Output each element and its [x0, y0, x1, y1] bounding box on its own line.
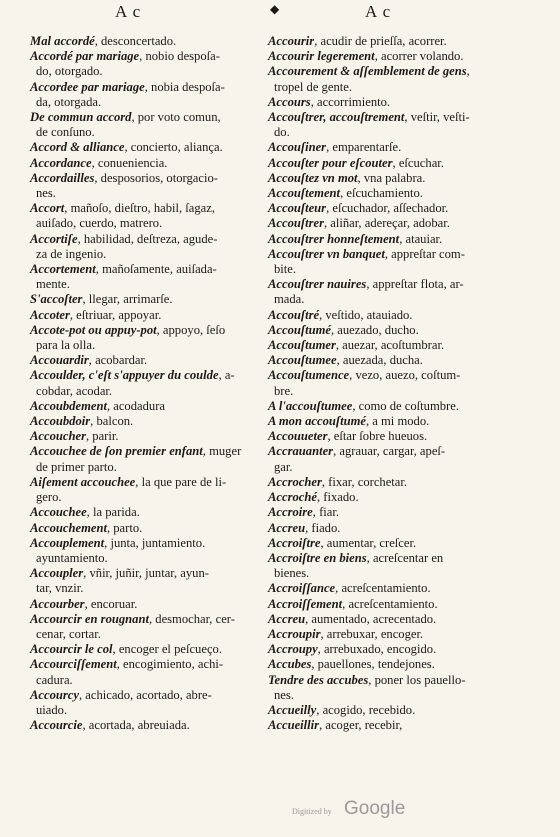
entry-headword: Accouſtumer: [268, 338, 336, 353]
entry-headword: Accourcy: [30, 687, 79, 702]
google-logo: Google: [344, 798, 406, 819]
entry-definition: , eſtriuar, appoyar.: [69, 307, 162, 322]
entry-headword: Accouſtrer nauires: [268, 277, 367, 292]
dictionary-entry: [30, 308, 272, 323]
dictionary-entry: [268, 627, 490, 642]
entry-headword: Accouueter: [268, 429, 328, 444]
dictionary-entry: [30, 140, 272, 155]
dictionary-entry: [268, 612, 490, 627]
right-column: [268, 34, 490, 733]
entry-continuation: nes.: [274, 687, 294, 702]
entry-definition: , acreſcentamiento.: [342, 596, 438, 611]
entry-headword: Accrauanter: [268, 444, 334, 459]
entry-headword: S'accoſter: [30, 292, 83, 307]
dictionary-entry: [30, 156, 272, 171]
entry-definition: , veſtir, veſti-: [404, 110, 470, 125]
entry-headword: Accordailles: [30, 170, 95, 185]
entry-continuation: da, otorgada.: [36, 94, 102, 109]
entry-definition: , encoger el peſcueço.: [112, 642, 222, 657]
dictionary-entry: [30, 80, 272, 110]
entry-headword: Accroché: [268, 490, 317, 505]
entry-continuation: uiado.: [36, 702, 68, 717]
entry-headword: Accourciſſement: [30, 657, 117, 672]
dictionary-entry: [30, 612, 272, 642]
entry-headword: Accroire: [268, 505, 313, 520]
entry-continuation: gar.: [274, 459, 293, 474]
dictionary-entry: [268, 597, 490, 612]
dictionary-entry: [30, 110, 272, 140]
entry-headword: A mon accouſtumé: [268, 414, 366, 429]
entry-headword: Accouſtrer honneſtement: [268, 231, 400, 246]
entry-definition: , appreſtar com-: [384, 246, 465, 261]
entry-definition: , fiar.: [312, 505, 340, 520]
entry-definition: , accorrimiento.: [310, 94, 391, 109]
entry-definition: , parir.: [85, 429, 119, 444]
dictionary-entry: [268, 703, 490, 718]
entry-headword: Accoulder, c'eſt s'appuyer du coulde: [30, 368, 219, 383]
entry-continuation: cobdar, acodar.: [36, 383, 113, 398]
entry-definition: , appoyo, ſeſo: [156, 322, 226, 337]
dictionary-entry: [268, 414, 490, 429]
dictionary-entry: [268, 95, 490, 110]
entry-headword: Accouſtrer vn banquet: [268, 246, 385, 261]
entry-definition: , acorrer volando.: [374, 49, 464, 64]
dictionary-entry: [30, 566, 272, 596]
entry-definition: , a-: [218, 368, 235, 383]
entry-continuation: mente.: [36, 277, 70, 292]
entry-headword: Accouſiner: [268, 140, 327, 155]
entry-headword: A l'accouſtumee: [268, 398, 353, 413]
entry-headword: Accouſtrer, accouſtrement: [268, 110, 405, 125]
entry-definition: , nobia despoſa-: [144, 79, 225, 94]
entry-headword: Accubes: [268, 657, 312, 672]
dictionary-entry: [268, 201, 490, 216]
entry-continuation: do, otorgado.: [36, 64, 103, 79]
dictionary-entry: [268, 399, 490, 414]
entry-definition: , la parida.: [86, 505, 140, 520]
entry-definition: , mañoſo, dieſtro, habil, ſagaz,: [64, 201, 216, 216]
entry-headword: Accouſtumé: [268, 322, 331, 337]
entry-headword: Accoucher: [30, 429, 86, 444]
entry-continuation: bre.: [274, 383, 294, 398]
dictionary-entry: [268, 338, 490, 353]
entry-headword: Accroiſtre en biens: [268, 550, 367, 565]
dictionary-entry: [30, 521, 272, 536]
dictionary-entry: [268, 49, 490, 64]
entry-continuation: ayuntamiento.: [36, 550, 108, 565]
entry-definition: , acobardar.: [88, 353, 148, 368]
entry-headword: Accouſtement: [268, 186, 341, 201]
entry-definition: , atauiar.: [399, 231, 443, 246]
dictionary-entry: [268, 642, 490, 657]
entry-continuation: gero.: [36, 490, 62, 505]
dictionary-entry: [268, 64, 490, 94]
entry-definition: , por voto comun,: [131, 110, 221, 125]
entry-headword: Accouſter pour eſcouter: [268, 155, 393, 170]
dictionary-entry: [268, 156, 490, 171]
entry-definition: , fiado.: [305, 520, 341, 535]
entry-headword: Accours: [268, 94, 311, 109]
entry-headword: Accourcie: [30, 718, 83, 733]
entry-definition: , acodadura: [106, 398, 165, 413]
entry-headword: Tendre des accubes: [268, 672, 369, 687]
left-column: [30, 34, 272, 733]
header-right: A c: [365, 2, 392, 21]
dictionary-entry: [268, 277, 490, 307]
entry-headword: Accouchement: [30, 520, 107, 535]
entry-definition: , como de coſtumbre.: [352, 398, 459, 413]
entry-headword: Accordé par mariage: [30, 49, 140, 64]
entry-definition: , concierto, aliança.: [124, 140, 223, 155]
entry-definition: , acudir de prieſſa, acorrer.: [314, 34, 447, 48]
dictionary-entry: [268, 657, 490, 672]
entry-definition: , eſcuchador, aſſechador.: [326, 201, 449, 216]
entry-definition: , eſtar ſobre hueuos.: [327, 429, 428, 444]
entry-headword: Accourement & aſſemblement de gens: [268, 64, 467, 79]
entry-headword: Accoter: [30, 307, 70, 322]
entry-continuation: auiſado, cuerdo, matrero.: [36, 216, 163, 231]
dictionary-entry: [30, 505, 272, 520]
digitized-label: Digitized by: [292, 807, 332, 816]
entry-continuation: bienes.: [274, 566, 310, 581]
entry-definition: , aliñar, adereçar, adobar.: [323, 216, 450, 231]
entry-headword: Accortiſe: [30, 231, 78, 246]
entry-definition: , la que pare de li-: [135, 474, 227, 489]
entry-headword: Aiſement accouchee: [30, 474, 136, 489]
entry-definition: , aumentar, creſcer.: [320, 535, 417, 550]
entry-headword: Accortement: [30, 262, 96, 277]
dictionary-entry: [268, 323, 490, 338]
entry-definition: , acoger, recebir,: [319, 718, 403, 733]
entry-headword: Accourcir le col: [30, 642, 113, 657]
dictionary-entry: [30, 536, 272, 566]
entry-definition: , fixado.: [316, 490, 359, 505]
entry-definition: , arrebuxar, encoger.: [320, 626, 424, 641]
entry-definition: , veſtido, atauiado.: [319, 307, 413, 322]
entry-definition: , fixar, corchetar.: [321, 474, 408, 489]
entry-headword: Accourcir en rougnant: [30, 611, 149, 626]
dictionary-entry: [30, 232, 272, 262]
dictionary-entry: [268, 171, 490, 186]
entry-headword: Accrocher: [268, 474, 322, 489]
entry-definition: , emparentarſe.: [326, 140, 402, 155]
entry-definition: , a mi modo.: [365, 414, 430, 429]
dictionary-entry: [268, 140, 490, 155]
dictionary-entry: [30, 292, 272, 307]
entry-continuation: tar, vnzir.: [36, 581, 84, 596]
entry-definition: , balcon.: [90, 414, 134, 429]
dictionary-entry: [30, 444, 272, 474]
entry-headword: Accouſtré: [268, 307, 320, 322]
entry-continuation: cadura.: [36, 672, 73, 687]
entry-definition: , appreſtar flota, ar-: [366, 277, 464, 292]
dictionary-entry: [30, 262, 272, 292]
dictionary-entry: [268, 110, 490, 140]
entry-definition: , encoruar.: [84, 596, 138, 611]
entry-headword: Accroupir: [268, 626, 321, 641]
header-left: A c: [115, 2, 142, 21]
entry-continuation: tropel de gente.: [274, 79, 352, 94]
dictionary-entry: [268, 368, 490, 398]
entry-definition: , acortada, abreuiada.: [82, 718, 190, 733]
dictionary-entry: [268, 673, 490, 703]
entry-headword: Accouſtez vn mot: [268, 170, 358, 185]
entry-headword: Accroupy: [268, 642, 318, 657]
entry-headword: Accouchee de ſon premier enfant: [30, 444, 203, 459]
dictionary-entry: [268, 353, 490, 368]
dictionary-entry: [268, 475, 490, 490]
entry-definition: , junta, juntamiento.: [104, 535, 206, 550]
entry-definition: , aumentado, acrecentado.: [305, 611, 437, 626]
entry-headword: Accord & alliance: [30, 140, 125, 155]
entry-headword: Accroiſſement: [268, 596, 343, 611]
entry-definition: , achicado, acortado, abre-: [78, 687, 212, 702]
entry-headword: Accueillir: [268, 718, 320, 733]
running-header: [0, 2, 560, 24]
entry-definition: , auezado, ducho.: [330, 322, 419, 337]
entry-definition: , desposorios, otorgacio-: [94, 170, 218, 185]
entry-continuation: do.: [274, 125, 290, 140]
entry-headword: Accueilly: [268, 702, 317, 717]
dictionary-entry: [268, 232, 490, 247]
dictionary-entry: [268, 308, 490, 323]
entry-headword: Accort: [30, 201, 65, 216]
dictionary-entry: [268, 536, 490, 551]
entry-definition: , mañoſamente, auiſada-: [95, 262, 217, 277]
entry-definition: , acreſcentamiento.: [335, 581, 431, 596]
dictionary-entry: [30, 353, 272, 368]
dictionary-entry: [30, 718, 272, 733]
dictionary-entry: [30, 368, 272, 398]
entry-headword: Accroiſtre: [268, 535, 321, 550]
dictionary-entry: [30, 201, 272, 231]
entry-definition: , auezar, acoſtumbrar.: [335, 338, 445, 353]
dictionary-entry: [30, 171, 272, 201]
dictionary-entry: [268, 581, 490, 596]
entry-definition: , habilidad, deſtreza, agude-: [77, 231, 218, 246]
entry-headword: Accouſtrer: [268, 216, 324, 231]
entry-headword: Accouplement: [30, 535, 105, 550]
entry-headword: De commun accord: [30, 110, 132, 125]
dictionary-entry: [30, 429, 272, 444]
entry-definition: , encogimiento, achi-: [116, 657, 224, 672]
entry-definition: ,: [466, 64, 470, 79]
dictionary-entry: [30, 657, 272, 687]
entry-headword: Accouchee: [30, 505, 87, 520]
entry-continuation: bite.: [274, 262, 297, 277]
dictionary-entry: [30, 323, 272, 353]
entry-definition: , desconcertado.: [94, 34, 177, 48]
digitized-watermark: [292, 798, 432, 822]
dictionary-entry: [268, 521, 490, 536]
entry-definition: , pauellones, tendejones.: [311, 657, 435, 672]
entry-headword: Accroiſſance: [268, 581, 336, 596]
entry-headword: Accoupler: [30, 566, 84, 581]
entry-definition: , agrauar, cargar, apeſ-: [333, 444, 446, 459]
entry-definition: , desmochar, cer-: [148, 611, 235, 626]
entry-continuation: de conſuno.: [36, 125, 95, 140]
entry-definition: , auezada, ducha.: [336, 353, 423, 368]
entry-headword: Accoubdoir: [30, 414, 91, 429]
entry-definition: , parto.: [106, 520, 143, 535]
entry-headword: Accordance: [30, 155, 92, 170]
entry-headword: Accouſteur: [268, 201, 327, 216]
dictionary-entry: [268, 505, 490, 520]
entry-continuation: cenar, cortar.: [36, 626, 101, 641]
entry-definition: , poner los pauello-: [368, 672, 466, 687]
entry-definition: , vezo, auezo, coſtum-: [349, 368, 461, 383]
dictionary-entry: [268, 216, 490, 231]
dictionary-entry: [268, 34, 490, 49]
dictionary-entry: [30, 399, 272, 414]
dictionary-entry: [30, 642, 272, 657]
dictionary-entry: [268, 490, 490, 505]
entry-definition: , llegar, arrimarſe.: [82, 292, 173, 307]
entry-continuation: para la olla.: [36, 338, 96, 353]
dictionary-entry: [268, 551, 490, 581]
dictionary-entry: [268, 429, 490, 444]
entry-definition: , eſcuchamiento.: [340, 186, 423, 201]
dictionary-entry: [30, 688, 272, 718]
entry-headword: Accourber: [30, 596, 85, 611]
dictionary-entry: [30, 414, 272, 429]
dictionary-entry: [268, 718, 490, 733]
entry-definition: , acreſcentar en: [366, 550, 444, 565]
entry-headword: Accreu: [268, 611, 306, 626]
dictionary-entry: [30, 34, 272, 49]
entry-headword: Accourir legerement: [268, 49, 375, 64]
entry-headword: Accreu: [268, 520, 306, 535]
header-ornament: ◆: [270, 2, 281, 16]
dictionary-entry: [30, 597, 272, 612]
entry-definition: , arrebuxado, encogido.: [317, 642, 437, 657]
dictionary-entry: [268, 247, 490, 277]
entry-definition: , vna palabra.: [357, 170, 426, 185]
entry-continuation: mada.: [274, 292, 305, 307]
entry-headword: Accouardir: [30, 353, 89, 368]
entry-headword: Accote-pot ou appuy-pot: [30, 322, 157, 337]
entry-headword: Accouſtumee: [268, 353, 337, 368]
entry-headword: Mal accordé: [30, 34, 95, 48]
entry-continuation: za de ingenio.: [36, 246, 107, 261]
entry-continuation: nes.: [36, 186, 56, 201]
entry-definition: , nobio despoſa-: [139, 49, 220, 64]
entry-definition: , muger: [202, 444, 242, 459]
entry-headword: Accordee par mariage: [30, 79, 145, 94]
dictionary-entry: [30, 49, 272, 79]
entry-definition: , acogido, recebido.: [316, 702, 416, 717]
entry-definition: , vñir, juñir, juntar, ayun-: [83, 566, 209, 581]
dictionary-entry: [268, 186, 490, 201]
entry-headword: Accourir: [268, 34, 315, 48]
entry-definition: , eſcuchar.: [392, 155, 444, 170]
entry-headword: Accoubdement: [30, 398, 107, 413]
dictionary-entry: [268, 444, 490, 474]
entry-definition: , conueniencia.: [91, 155, 168, 170]
entry-headword: Accouſtumence: [268, 368, 350, 383]
entry-continuation: de primer parto.: [36, 459, 117, 474]
dictionary-entry: [30, 475, 272, 505]
